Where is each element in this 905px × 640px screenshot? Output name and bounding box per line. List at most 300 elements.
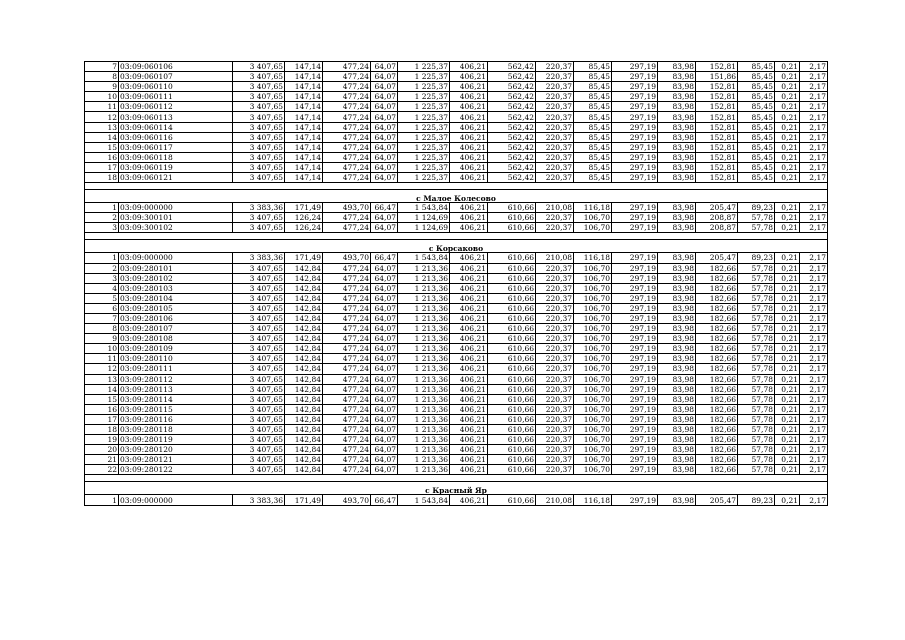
value-cell: 3 407,65 xyxy=(233,173,285,183)
value-cell: 610,66 xyxy=(488,364,536,374)
row-number-cell: 22 xyxy=(85,465,119,475)
value-cell: 220,37 xyxy=(536,223,574,233)
value-cell: 297,19 xyxy=(612,324,658,334)
value-cell: 57,78 xyxy=(738,263,775,273)
value-cell: 406,21 xyxy=(450,303,488,313)
cadastral-number-cell: 03:09:280120 xyxy=(119,445,233,455)
value-cell: 89,23 xyxy=(738,253,775,263)
value-cell: 2,17 xyxy=(800,334,828,344)
value-cell: 297,19 xyxy=(612,384,658,394)
value-cell: 0,21 xyxy=(775,455,800,465)
value-cell: 116,18 xyxy=(574,253,612,263)
value-cell: 1 213,36 xyxy=(398,263,450,273)
value-cell: 610,66 xyxy=(488,435,536,445)
value-cell: 64,07 xyxy=(371,102,398,112)
value-cell: 83,98 xyxy=(658,112,696,122)
value-cell: 0,21 xyxy=(775,374,800,384)
value-cell: 0,21 xyxy=(775,273,800,283)
table-row xyxy=(85,404,828,414)
tariff-table xyxy=(84,61,828,506)
cadastral-number-cell: 03:09:000000 xyxy=(119,495,233,505)
value-cell: 220,37 xyxy=(536,62,574,72)
value-cell: 1 225,37 xyxy=(398,132,450,142)
value-cell: 3 407,65 xyxy=(233,404,285,414)
value-cell: 83,98 xyxy=(658,364,696,374)
value-cell: 610,66 xyxy=(488,303,536,313)
value-cell: 147,14 xyxy=(285,132,323,142)
value-cell: 83,98 xyxy=(658,404,696,414)
value-cell: 406,21 xyxy=(450,112,488,122)
value-cell: 1 213,36 xyxy=(398,394,450,404)
value-cell: 0,21 xyxy=(775,414,800,424)
row-number-cell: 8 xyxy=(85,324,119,334)
value-cell: 85,45 xyxy=(738,102,775,112)
value-cell: 3 407,65 xyxy=(233,162,285,172)
value-cell: 1 124,69 xyxy=(398,213,450,223)
row-number-cell: 18 xyxy=(85,425,119,435)
value-cell: 64,07 xyxy=(371,364,398,374)
value-cell: 297,19 xyxy=(612,303,658,313)
value-cell: 147,14 xyxy=(285,112,323,122)
value-cell: 3 407,65 xyxy=(233,293,285,303)
value-cell: 406,21 xyxy=(450,122,488,132)
value-cell: 83,98 xyxy=(658,374,696,384)
spacer-row xyxy=(85,475,828,482)
value-cell: 3 407,65 xyxy=(233,122,285,132)
value-cell: 0,21 xyxy=(775,495,800,505)
row-number-cell: 10 xyxy=(85,92,119,102)
value-cell: 142,84 xyxy=(285,394,323,404)
value-cell: 2,17 xyxy=(800,273,828,283)
value-cell: 2,17 xyxy=(800,354,828,364)
value-cell: 147,14 xyxy=(285,173,323,183)
value-cell: 106,70 xyxy=(574,334,612,344)
value-cell: 205,47 xyxy=(696,253,738,263)
value-cell: 64,07 xyxy=(371,445,398,455)
value-cell: 57,78 xyxy=(738,384,775,394)
value-cell: 57,78 xyxy=(738,435,775,445)
value-cell: 3 407,65 xyxy=(233,344,285,354)
value-cell: 477,24 xyxy=(323,435,371,445)
value-cell: 83,98 xyxy=(658,162,696,172)
value-cell: 83,98 xyxy=(658,344,696,354)
value-cell: 220,37 xyxy=(536,142,574,152)
value-cell: 3 407,65 xyxy=(233,435,285,445)
value-cell: 64,07 xyxy=(371,132,398,142)
value-cell: 171,49 xyxy=(285,495,323,505)
value-cell: 64,07 xyxy=(371,455,398,465)
value-cell: 57,78 xyxy=(738,213,775,223)
value-cell: 1 124,69 xyxy=(398,223,450,233)
value-cell: 477,24 xyxy=(323,62,371,72)
value-cell: 147,14 xyxy=(285,92,323,102)
value-cell: 220,37 xyxy=(536,173,574,183)
value-cell: 85,45 xyxy=(738,142,775,152)
value-cell: 406,21 xyxy=(450,465,488,475)
value-cell: 0,21 xyxy=(775,92,800,102)
row-number-cell: 15 xyxy=(85,394,119,404)
value-cell: 57,78 xyxy=(738,344,775,354)
value-cell: 610,66 xyxy=(488,293,536,303)
value-cell: 83,98 xyxy=(658,354,696,364)
value-cell: 85,45 xyxy=(574,152,612,162)
value-cell: 406,21 xyxy=(450,213,488,223)
value-cell: 297,19 xyxy=(612,132,658,142)
value-cell: 297,19 xyxy=(612,293,658,303)
cadastral-number-cell: 03:09:060107 xyxy=(119,72,233,82)
value-cell: 142,84 xyxy=(285,324,323,334)
value-cell: 0,21 xyxy=(775,354,800,364)
value-cell: 610,66 xyxy=(488,344,536,354)
cadastral-number-cell: 03:09:280114 xyxy=(119,394,233,404)
value-cell: 83,98 xyxy=(658,213,696,223)
value-cell: 1 213,36 xyxy=(398,435,450,445)
value-cell: 2,17 xyxy=(800,263,828,273)
value-cell: 477,24 xyxy=(323,354,371,364)
value-cell: 220,37 xyxy=(536,122,574,132)
value-cell: 64,07 xyxy=(371,404,398,414)
value-cell: 85,45 xyxy=(574,102,612,112)
value-cell: 562,42 xyxy=(488,142,536,152)
value-cell: 3 407,65 xyxy=(233,92,285,102)
value-cell: 1 225,37 xyxy=(398,142,450,152)
value-cell: 220,37 xyxy=(536,364,574,374)
value-cell: 1 225,37 xyxy=(398,162,450,172)
value-cell: 493,70 xyxy=(323,203,371,213)
value-cell: 610,66 xyxy=(488,263,536,273)
value-cell: 477,24 xyxy=(323,102,371,112)
value-cell: 106,70 xyxy=(574,414,612,424)
section-title: с Красный Яр xyxy=(425,485,487,495)
value-cell: 57,78 xyxy=(738,465,775,475)
value-cell: 1 225,37 xyxy=(398,152,450,162)
table-row xyxy=(85,374,828,384)
value-cell: 297,19 xyxy=(612,122,658,132)
value-cell: 3 407,65 xyxy=(233,465,285,475)
value-cell: 83,98 xyxy=(658,384,696,394)
value-cell: 147,14 xyxy=(285,62,323,72)
cadastral-number-cell: 03:09:280108 xyxy=(119,334,233,344)
value-cell: 477,24 xyxy=(323,404,371,414)
row-number-cell: 2 xyxy=(85,213,119,223)
value-cell: 142,84 xyxy=(285,384,323,394)
value-cell: 182,66 xyxy=(696,404,738,414)
value-cell: 1 213,36 xyxy=(398,324,450,334)
value-cell: 64,07 xyxy=(371,354,398,364)
value-cell: 297,19 xyxy=(612,354,658,364)
value-cell: 297,19 xyxy=(612,313,658,323)
value-cell: 147,14 xyxy=(285,102,323,112)
value-cell: 3 407,65 xyxy=(233,324,285,334)
value-cell: 85,45 xyxy=(738,132,775,142)
cadastral-number-cell: 03:09:060116 xyxy=(119,132,233,142)
value-cell: 406,21 xyxy=(450,283,488,293)
value-cell: 3 407,65 xyxy=(233,82,285,92)
value-cell: 57,78 xyxy=(738,283,775,293)
value-cell: 0,21 xyxy=(775,344,800,354)
value-cell: 64,07 xyxy=(371,293,398,303)
value-cell: 297,19 xyxy=(612,173,658,183)
value-cell: 562,42 xyxy=(488,132,536,142)
value-cell: 85,45 xyxy=(574,72,612,82)
value-cell: 83,98 xyxy=(658,283,696,293)
value-cell: 610,66 xyxy=(488,455,536,465)
row-number-cell: 1 xyxy=(85,253,119,263)
cadastral-number-cell: 03:09:300101 xyxy=(119,213,233,223)
cadastral-number-cell: 03:09:060117 xyxy=(119,142,233,152)
value-cell: 106,70 xyxy=(574,263,612,273)
value-cell: 220,37 xyxy=(536,303,574,313)
value-cell: 3 407,65 xyxy=(233,364,285,374)
value-cell: 1 213,36 xyxy=(398,313,450,323)
value-cell: 66,47 xyxy=(371,253,398,263)
value-cell: 106,70 xyxy=(574,293,612,303)
table-row xyxy=(85,162,828,172)
value-cell: 116,18 xyxy=(574,203,612,213)
value-cell: 83,98 xyxy=(658,435,696,445)
value-cell: 142,84 xyxy=(285,364,323,374)
value-cell: 3 407,65 xyxy=(233,132,285,142)
value-cell: 2,17 xyxy=(800,62,828,72)
value-cell: 83,98 xyxy=(658,495,696,505)
value-cell: 3 407,65 xyxy=(233,394,285,404)
value-cell: 106,70 xyxy=(574,455,612,465)
table-row xyxy=(85,102,828,112)
value-cell: 477,24 xyxy=(323,162,371,172)
value-cell: 220,37 xyxy=(536,102,574,112)
section-title-cell xyxy=(85,482,828,495)
value-cell: 406,21 xyxy=(450,293,488,303)
value-cell: 3 407,65 xyxy=(233,445,285,455)
value-cell: 210,08 xyxy=(536,495,574,505)
value-cell: 85,45 xyxy=(574,62,612,72)
value-cell: 477,24 xyxy=(323,425,371,435)
value-cell: 477,24 xyxy=(323,142,371,152)
row-number-cell: 9 xyxy=(85,334,119,344)
value-cell: 182,66 xyxy=(696,425,738,435)
value-cell: 610,66 xyxy=(488,203,536,213)
value-cell: 2,17 xyxy=(800,112,828,122)
value-cell: 610,66 xyxy=(488,495,536,505)
row-number-cell: 10 xyxy=(85,344,119,354)
row-number-cell: 16 xyxy=(85,152,119,162)
value-cell: 610,66 xyxy=(488,384,536,394)
table-row xyxy=(85,82,828,92)
value-cell: 106,70 xyxy=(574,223,612,233)
value-cell: 142,84 xyxy=(285,465,323,475)
value-cell: 85,45 xyxy=(738,82,775,92)
value-cell: 2,17 xyxy=(800,455,828,465)
value-cell: 2,17 xyxy=(800,203,828,213)
value-cell: 2,17 xyxy=(800,364,828,374)
value-cell: 64,07 xyxy=(371,394,398,404)
value-cell: 1 213,36 xyxy=(398,364,450,374)
value-cell: 3 407,65 xyxy=(233,384,285,394)
value-cell: 297,19 xyxy=(612,374,658,384)
cadastral-number-cell: 03:09:280109 xyxy=(119,344,233,354)
value-cell: 0,21 xyxy=(775,435,800,445)
value-cell: 297,19 xyxy=(612,283,658,293)
value-cell: 3 407,65 xyxy=(233,334,285,344)
value-cell: 85,45 xyxy=(574,82,612,92)
row-number-cell: 7 xyxy=(85,62,119,72)
value-cell: 477,24 xyxy=(323,132,371,142)
value-cell: 297,19 xyxy=(612,435,658,445)
value-cell: 182,66 xyxy=(696,293,738,303)
value-cell: 0,21 xyxy=(775,82,800,92)
row-number-cell: 3 xyxy=(85,223,119,233)
value-cell: 220,37 xyxy=(536,404,574,414)
value-cell: 57,78 xyxy=(738,293,775,303)
value-cell: 297,19 xyxy=(612,414,658,424)
value-cell: 182,66 xyxy=(696,354,738,364)
value-cell: 142,84 xyxy=(285,404,323,414)
value-cell: 562,42 xyxy=(488,122,536,132)
value-cell: 208,87 xyxy=(696,223,738,233)
value-cell: 83,98 xyxy=(658,324,696,334)
value-cell: 406,21 xyxy=(450,152,488,162)
value-cell: 610,66 xyxy=(488,404,536,414)
row-number-cell: 15 xyxy=(85,142,119,152)
table-row xyxy=(85,495,828,505)
value-cell: 1 213,36 xyxy=(398,303,450,313)
value-cell: 610,66 xyxy=(488,334,536,344)
value-cell: 142,84 xyxy=(285,283,323,293)
row-number-cell: 8 xyxy=(85,72,119,82)
value-cell: 477,24 xyxy=(323,465,371,475)
value-cell: 220,37 xyxy=(536,354,574,364)
value-cell: 57,78 xyxy=(738,324,775,334)
value-cell: 406,21 xyxy=(450,435,488,445)
table-row xyxy=(85,303,828,313)
value-cell: 477,24 xyxy=(323,263,371,273)
value-cell: 142,84 xyxy=(285,303,323,313)
value-cell: 0,21 xyxy=(775,334,800,344)
value-cell: 610,66 xyxy=(488,283,536,293)
value-cell: 1 213,36 xyxy=(398,374,450,384)
value-cell: 610,66 xyxy=(488,324,536,334)
row-number-cell: 17 xyxy=(85,162,119,172)
value-cell: 83,98 xyxy=(658,203,696,213)
value-cell: 477,24 xyxy=(323,213,371,223)
value-cell: 83,98 xyxy=(658,253,696,263)
cadastral-number-cell: 03:09:280103 xyxy=(119,283,233,293)
table-row xyxy=(85,445,828,455)
row-number-cell: 16 xyxy=(85,404,119,414)
value-cell: 0,21 xyxy=(775,122,800,132)
value-cell: 205,47 xyxy=(696,495,738,505)
value-cell: 0,21 xyxy=(775,102,800,112)
value-cell: 85,45 xyxy=(574,142,612,152)
value-cell: 2,17 xyxy=(800,223,828,233)
value-cell: 3 383,36 xyxy=(233,203,285,213)
table-row xyxy=(85,72,828,82)
value-cell: 83,98 xyxy=(658,273,696,283)
row-number-cell: 14 xyxy=(85,384,119,394)
cadastral-number-cell: 03:09:280116 xyxy=(119,414,233,424)
value-cell: 142,84 xyxy=(285,445,323,455)
value-cell: 3 407,65 xyxy=(233,152,285,162)
value-cell: 406,21 xyxy=(450,384,488,394)
value-cell: 89,23 xyxy=(738,495,775,505)
value-cell: 142,84 xyxy=(285,455,323,465)
value-cell: 171,49 xyxy=(285,203,323,213)
value-cell: 85,45 xyxy=(738,72,775,82)
section-title-cell xyxy=(85,190,828,203)
value-cell: 220,37 xyxy=(536,344,574,354)
value-cell: 83,98 xyxy=(658,72,696,82)
value-cell: 1 213,36 xyxy=(398,283,450,293)
row-number-cell: 4 xyxy=(85,283,119,293)
table-row xyxy=(85,344,828,354)
value-cell: 1 225,37 xyxy=(398,112,450,122)
cadastral-number-cell: 03:09:060111 xyxy=(119,92,233,102)
value-cell: 2,17 xyxy=(800,435,828,445)
value-cell: 1 225,37 xyxy=(398,122,450,132)
value-cell: 57,78 xyxy=(738,445,775,455)
value-cell: 57,78 xyxy=(738,334,775,344)
value-cell: 297,19 xyxy=(612,465,658,475)
value-cell: 2,17 xyxy=(800,425,828,435)
section-header-row xyxy=(85,190,828,203)
value-cell: 3 407,65 xyxy=(233,62,285,72)
value-cell: 152,81 xyxy=(696,173,738,183)
value-cell: 1 225,37 xyxy=(398,62,450,72)
value-cell: 0,21 xyxy=(775,404,800,414)
value-cell: 477,24 xyxy=(323,384,371,394)
value-cell: 147,14 xyxy=(285,122,323,132)
value-cell: 66,47 xyxy=(371,203,398,213)
value-cell: 106,70 xyxy=(574,374,612,384)
value-cell: 220,37 xyxy=(536,132,574,142)
value-cell: 152,81 xyxy=(696,92,738,102)
value-cell: 0,21 xyxy=(775,142,800,152)
value-cell: 0,21 xyxy=(775,394,800,404)
value-cell: 182,66 xyxy=(696,324,738,334)
row-number-cell: 20 xyxy=(85,445,119,455)
value-cell: 152,81 xyxy=(696,102,738,112)
table-row xyxy=(85,384,828,394)
value-cell: 64,07 xyxy=(371,324,398,334)
value-cell: 477,24 xyxy=(323,173,371,183)
value-cell: 147,14 xyxy=(285,142,323,152)
value-cell: 220,37 xyxy=(536,465,574,475)
value-cell: 610,66 xyxy=(488,313,536,323)
cadastral-number-cell: 03:09:000000 xyxy=(119,253,233,263)
value-cell: 2,17 xyxy=(800,142,828,152)
value-cell: 106,70 xyxy=(574,394,612,404)
value-cell: 477,24 xyxy=(323,394,371,404)
value-cell: 297,19 xyxy=(612,112,658,122)
value-cell: 182,66 xyxy=(696,263,738,273)
value-cell: 182,66 xyxy=(696,283,738,293)
value-cell: 406,21 xyxy=(450,223,488,233)
value-cell: 220,37 xyxy=(536,425,574,435)
value-cell: 562,42 xyxy=(488,173,536,183)
section-header-row xyxy=(85,240,828,253)
value-cell: 2,17 xyxy=(800,162,828,172)
value-cell: 83,98 xyxy=(658,223,696,233)
value-cell: 477,24 xyxy=(323,334,371,344)
value-cell: 2,17 xyxy=(800,384,828,394)
value-cell: 1 225,37 xyxy=(398,72,450,82)
value-cell: 83,98 xyxy=(658,414,696,424)
value-cell: 610,66 xyxy=(488,223,536,233)
value-cell: 83,98 xyxy=(658,425,696,435)
value-cell: 406,21 xyxy=(450,273,488,283)
value-cell: 57,78 xyxy=(738,313,775,323)
value-cell: 83,98 xyxy=(658,445,696,455)
